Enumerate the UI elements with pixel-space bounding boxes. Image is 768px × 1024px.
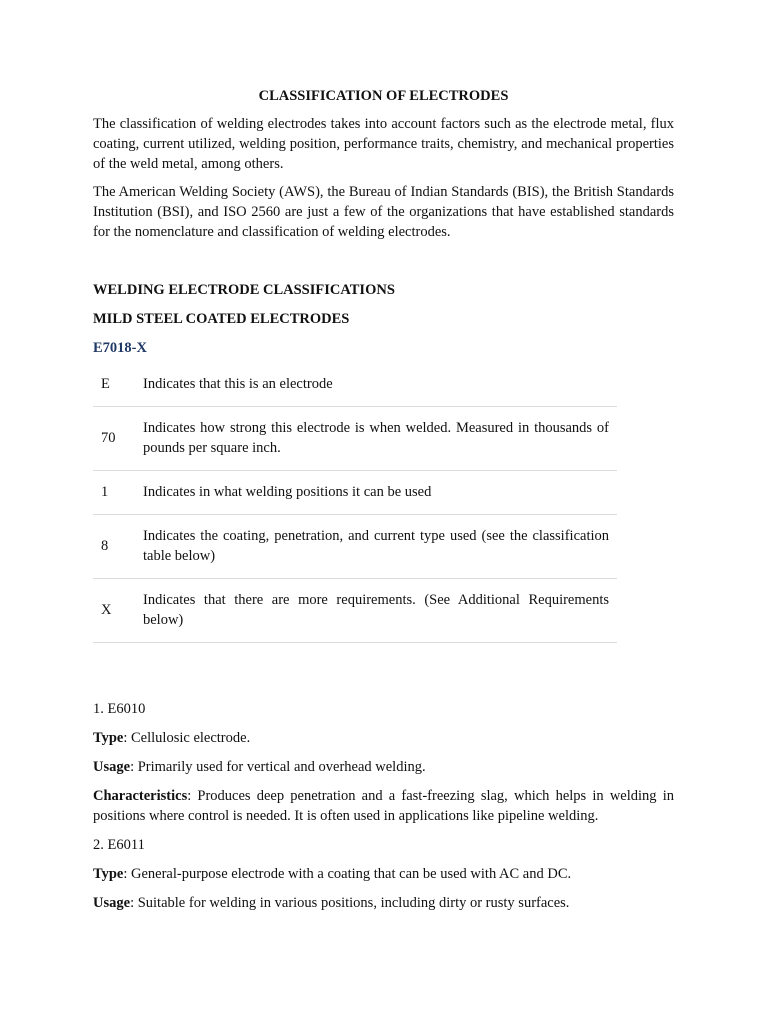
field-text: : Primarily used for vertical and overhead welding. [130,758,426,775]
electrode-field-usage [93,757,674,777]
field-text: : Suitable for welding in various positions, including dirty or rusty surfaces. [130,894,570,911]
electrode-field-type [93,728,674,748]
electrode-heading: 1. E6010 [93,700,146,717]
code-symbol: X [101,602,112,618]
code-symbol: 70 [101,430,116,446]
sub-heading: MILD STEEL COATED ELECTRODES [93,311,350,327]
code-description: Indicates the coating, penetration, and current type used (see the classification table below) [143,528,609,564]
electrode-field-type [93,864,674,884]
field-label: Usage [93,758,131,775]
table-row [93,578,617,642]
field-label: Type [93,729,124,746]
intro-paragraph-2: The American Welding Society (AWS), the Bureau of Indian Standards (BIS), the British Standards Institution (BSI), and ISO 2560 are just a few of the organizations that have established standards for the nomenclature and classification of welding electrodes. [93,184,674,240]
table-row [93,514,617,578]
document-title: CLASSIFICATION OF ELECTRODES [258,88,509,104]
electrode-field-usage [93,893,674,913]
field-text: : Produces deep penetration and a fast-freezing slag, which helps in welding in positions where control is needed. It is often used in applications like pipeline welding. [93,787,674,824]
code-symbol: E [101,375,110,392]
field-label: Usage [93,894,131,911]
field-label: Characteristics [93,787,188,804]
electrode-list [93,699,674,913]
code-description: Indicates that there are more requirements. (See Additional Requirements below) [143,592,609,628]
document-body [93,86,674,922]
field-label: Type [93,865,124,882]
table-row [93,406,617,470]
code-description: Indicates how strong this electrode is when welded. Measured in thousands of pounds per square inch. [143,420,609,456]
intro-paragraph-1: The classification of welding electrodes takes into account factors such as the electrode metal, flux coating, current utilized, welding position, performance traits, chemistry, and mechanical properties of the weld metal, among others. [93,116,674,172]
table-row [93,470,617,514]
section-heading: WELDING ELECTRODE CLASSIFICATIONS [93,282,395,298]
electrode-code-heading: E7018-X [93,340,147,356]
code-description: Indicates in what welding positions it can be used [143,484,432,500]
table-row [93,362,617,406]
code-description: Indicates that this is an electrode [143,375,333,392]
code-symbol: 8 [101,538,109,554]
code-symbol: 1 [101,484,109,500]
code-breakdown-table [93,362,617,643]
electrode-heading: 2. E6011 [93,836,145,853]
field-text: : Cellulosic electrode. [123,729,251,746]
electrode-field-characteristics [93,786,674,826]
field-text: : General-purpose electrode with a coating that can be used with AC and DC. [123,865,572,882]
